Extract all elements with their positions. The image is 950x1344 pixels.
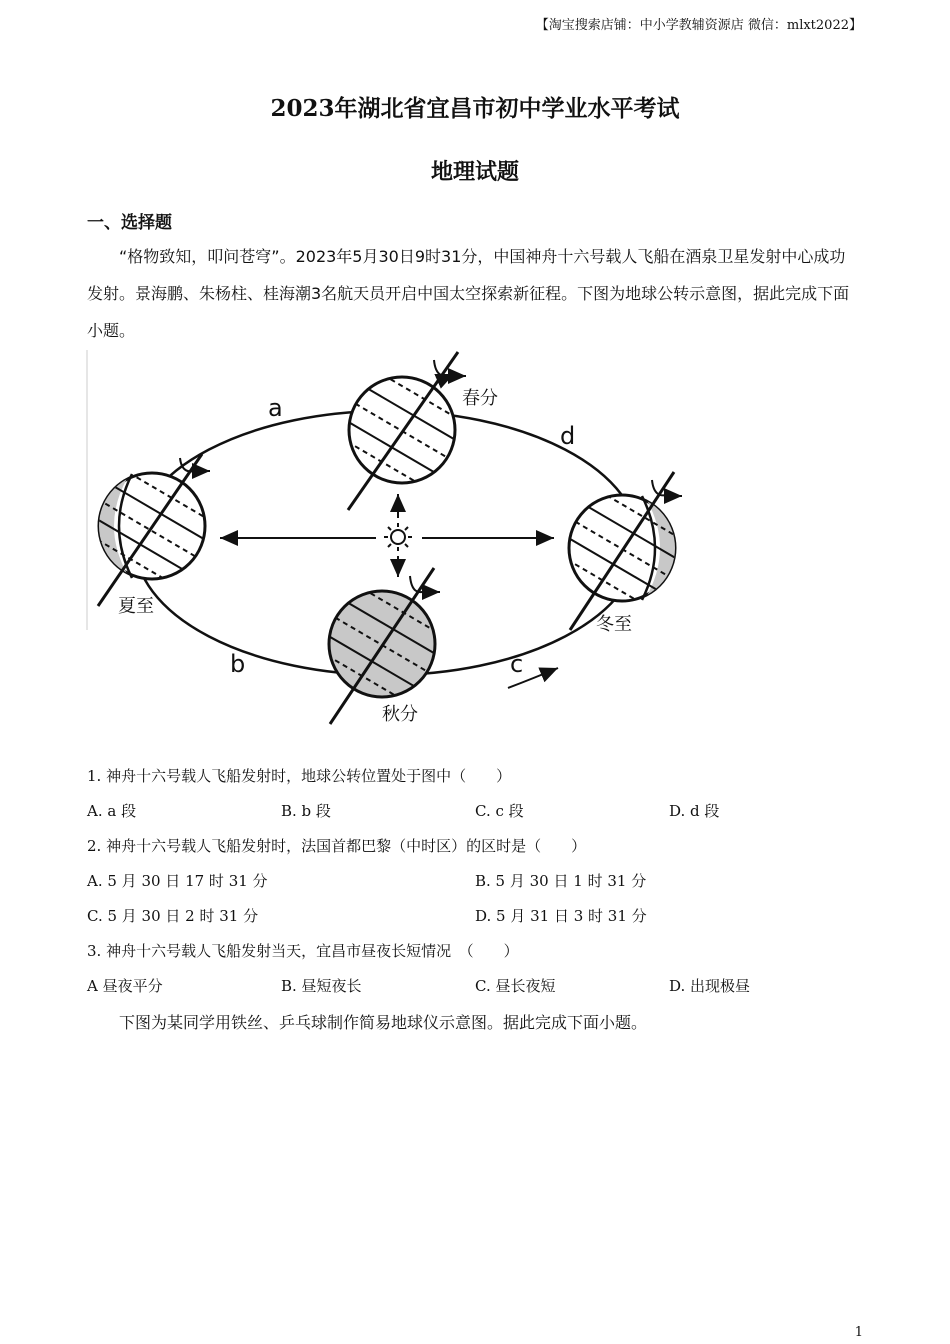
question-3: 3. 神舟十六号载人飞船发射当天，宜昌市昼夜长短情况 （ ）: [87, 942, 519, 960]
label-summer: 夏至: [118, 596, 154, 617]
intro-paragraph: [87, 238, 857, 349]
globe-spring: [324, 352, 484, 510]
q3-option-b: B. 昼短夜长: [281, 977, 362, 995]
q3-option-c: C. 昼长夜短: [475, 977, 556, 995]
revolution-diagram: [86, 350, 706, 730]
globe-autumn: [304, 566, 464, 724]
q2-option-b: B. 5 月 30 日 1 时 31 分: [475, 872, 647, 890]
question-1: 1. 神舟十六号载人飞船发射时，地球公转位置处于图中（ ）: [87, 767, 512, 785]
section-heading: 一、选择题: [87, 213, 172, 233]
q1-option-a: A. a 段: [87, 802, 137, 820]
q1-option-d: D. d 段: [669, 802, 720, 820]
label-winter: 冬至: [596, 614, 632, 635]
q2-option-a: A. 5 月 30 日 17 时 31 分: [87, 872, 268, 890]
paragraph-2: 下图为某同学用铁丝、乒乓球制作简易地球仪示意图。据此完成下面小题。: [119, 1013, 648, 1032]
label-d: d: [560, 422, 576, 450]
label-a: a: [268, 394, 283, 422]
label-autumn: 秋分: [382, 704, 418, 725]
label-b: b: [230, 650, 246, 678]
globe-winter: [544, 468, 706, 630]
q2-option-d: D. 5 月 31 日 3 时 31 分: [475, 907, 647, 925]
sun-icon: [384, 523, 412, 551]
label-spring: 春分: [462, 388, 498, 409]
label-c: c: [510, 650, 524, 678]
page-subtitle: 地理试题: [430, 159, 519, 185]
intro-text: “格物致知，叩问苍穹”。2023年5月30日9时31分，中国神舟十六号载人飞船在酒泉卫星发射中心成功发射。景海鹏、朱杨柱、桂海潮3名航天员开启中国太空探索新征程。下图为地球公转示意图，据此完成下面小题。: [87, 247, 850, 340]
earth-revolution-figure: [86, 350, 706, 730]
header-note: 【淘宝搜索店铺：中小学教辅资源店 微信：mlxt2022】: [535, 18, 862, 33]
q2-option-c: C. 5 月 30 日 2 时 31 分: [87, 907, 259, 925]
q1-option-b: B. b 段: [281, 802, 331, 820]
q3-option-d: D. 出现极昼: [669, 977, 751, 995]
q1-option-c: C. c 段: [475, 802, 524, 820]
q3-option-a: A 昼夜平分: [87, 977, 163, 995]
globe-summer: [86, 450, 230, 608]
page-number: 1: [854, 1325, 863, 1340]
page-title: 2023年湖北省宜昌市初中学业水平考试: [270, 95, 680, 122]
question-2: 2. 神舟十六号载人飞船发射时，法国首都巴黎（中时区）的区时是（ ）: [87, 837, 587, 855]
